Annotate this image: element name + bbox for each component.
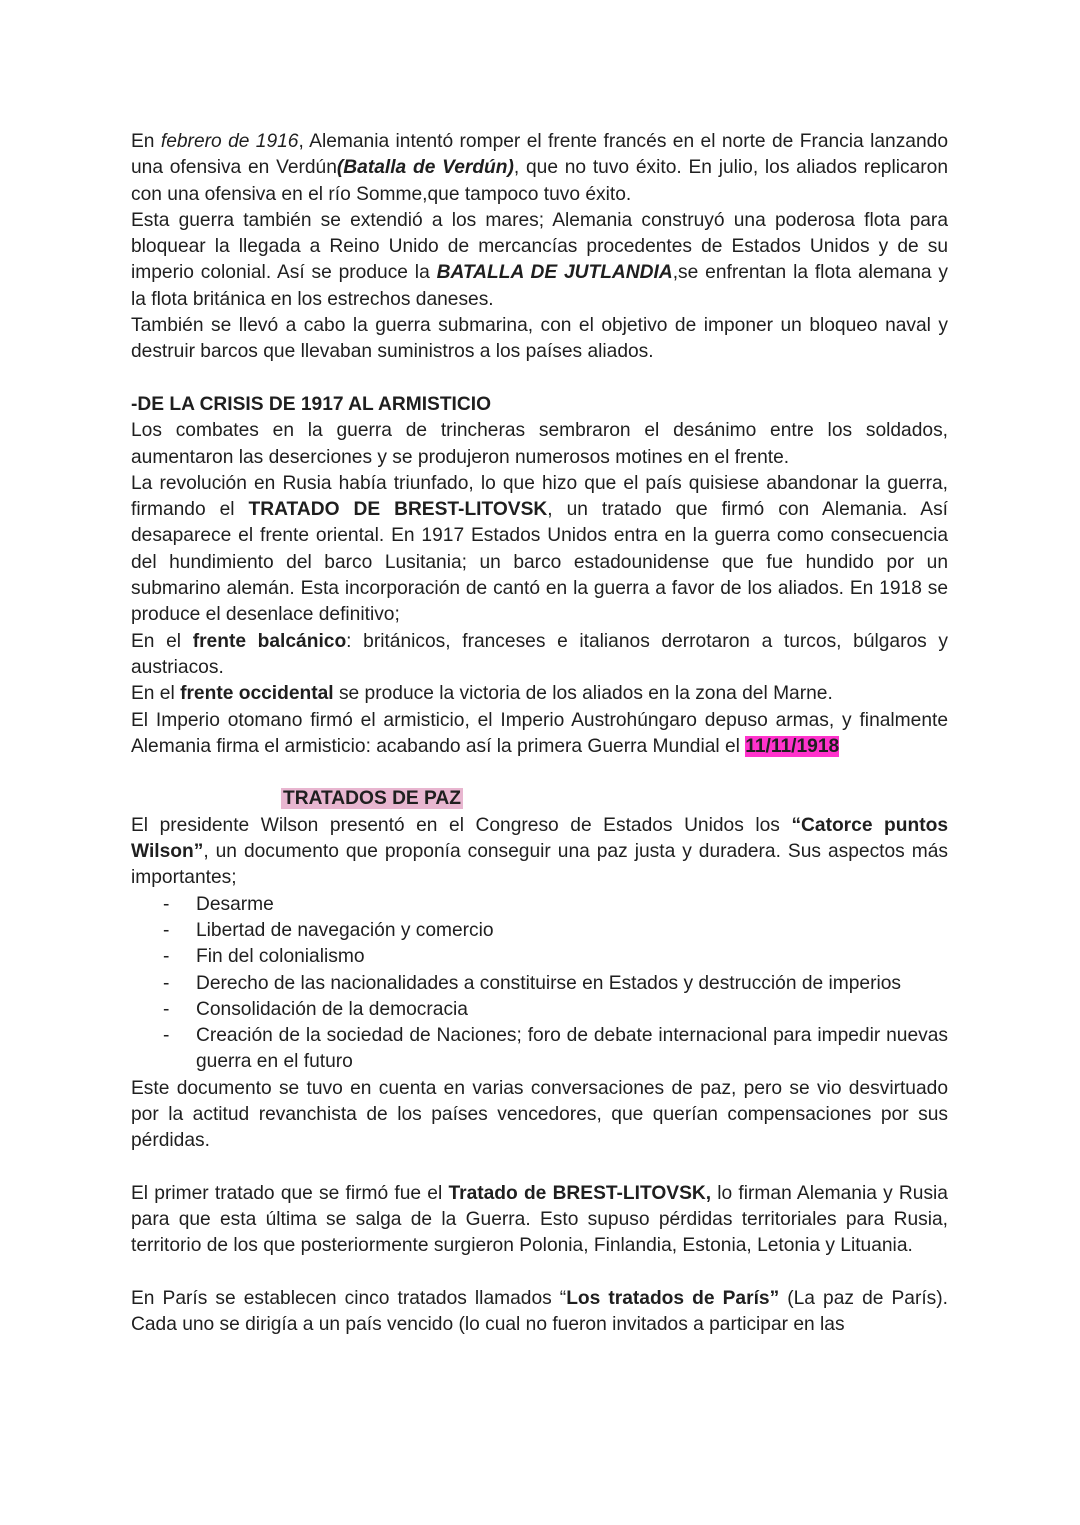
text: El presidente Wilson presentó en el Congreso de Estados Unidos los (131, 814, 792, 836)
section-heading-crisis: -DE LA CRISIS DE 1917 AL ARMISTICIO (131, 393, 491, 415)
treaty-name: Tratado de BREST-LITOVSK, (448, 1182, 712, 1204)
document-name: “Catorce puntos Wilson” (131, 814, 948, 863)
text: En (131, 131, 161, 152)
front-name: frente balcánico (192, 630, 347, 652)
section-title-text: TRATADOS DE PAZ (283, 788, 462, 810)
text: ,se enfrentan la flota alemana y la flota británica en los estrechos daneses. (131, 262, 949, 310)
wilson-points-list (131, 892, 948, 1076)
paragraph-verdun (131, 129, 948, 208)
paragraph-trenches: Los combates en la guerra de trincheras sembraron el desánimo entre los soldados, aumentaron las deserciones y se produjeron numerosos motines en el frente. (131, 420, 948, 468)
treaty-name: TRATADO DE BREST-LITOVSK (248, 499, 548, 521)
text: El primer tratado que se firmó fue el (131, 1182, 449, 1204)
text: La revolución en Rusia había triunfado, lo que hizo que el país quisiese abandonar la guerra, firmando el (131, 472, 948, 521)
list-item: - Creación de la sociedad de Naciones; foro de debate internacional para impedir nuevas guerra en el futuro (131, 1023, 948, 1076)
battle-name: BATALLA DE JUTLANDIA (436, 262, 673, 284)
list-item: - Derecho de las nacionalidades a constituirse en Estados y destrucción de imperios (131, 971, 948, 997)
paragraph-wilson (131, 813, 948, 892)
paragraph-paris-treaties (131, 1286, 948, 1339)
paragraph-document-outcome: Este documento se tuvo en cuenta en varias conversaciones de paz, pero se vio desvirtuado por la actitud revanchista de los países vencedores, que querían compensaciones por sus pérdidas. (131, 1077, 948, 1152)
list-item: - Libertad de navegación y comercio (131, 918, 948, 944)
text: El Imperio otomano firmó el armisticio, el Imperio Austrohúngaro depuso armas, y finalmente Alemania firma el armisticio: acabando así la primera Guerra Mundial el (131, 709, 948, 757)
list-item: - Fin del colonialismo (131, 944, 948, 970)
paragraph-brest-litovsk (131, 1181, 948, 1260)
text: : británicos, franceses e italianos derrotaron a turcos, búlgaros y austriacos. (131, 630, 948, 678)
text: Esta guerra también se extendió a los mares; Alemania construyó una poderosa flota para bloquear la llegada a Reino Unido de mercancías procedentes de Estados Unidos y de su imperio colonial. Así se produce la (131, 209, 948, 284)
text: , Alemania intentó romper el frente francés en el norte de Francia lanzando una ofensiva en Verdún (131, 131, 948, 179)
paragraph-submarine: También se llevó a cabo la guerra submarina, con el objetivo de imponer un bloqueo naval y destruir barcos que llevaban suministros a los países aliados. (131, 315, 948, 363)
text: En el (131, 630, 193, 652)
paragraph-western-front (131, 681, 948, 707)
section-title-peace-treaties (131, 786, 948, 812)
text: En París se establecen cinco tratados llamados “ (131, 1288, 567, 1310)
paragraph-russia (131, 471, 948, 629)
italic-date: febrero de 1916 (160, 131, 299, 152)
text: , un documento que proponía conseguir una paz justa y duradera. Sus aspectos más importantes; (131, 841, 948, 889)
paragraph-balkan-front (131, 629, 948, 682)
text: , que no tuvo éxito. En julio, los aliados replicaron con una ofensiva en el río Somme,que tampoco tuvo éxito. (131, 157, 948, 205)
text: En el (131, 683, 181, 705)
highlighted-date: 11/11/1918 (745, 735, 840, 757)
text: , un tratado que firmó con Alemania. Así desaparece el frente oriental. En 1917 Estados Unidos entra en la guerra como consecuencia del hundimiento del barco Lusitania; un barco estadounidense que fue hundido por un submarino alemán. Esta incorporación de cantó en la guerra a favor de los aliados. En 1918 se produce el desenlace definitivo; (131, 499, 949, 626)
text: lo firman Alemania y Rusia para que esta última se salga de la Guerra. Esto supuso pérdidas territoriales para Rusia, territorio de los que posteriormente surgieron Polonia, Finlandia, Estonia, Letonia y Lituania. (131, 1182, 948, 1257)
text: se produce la victoria de los aliados en la zona del Marne. (333, 683, 833, 705)
paragraph-armistice (131, 708, 948, 761)
paragraph-jutlandia (131, 208, 948, 313)
list-item: - Desarme (131, 892, 948, 918)
list-item: - Consolidación de la democracia (131, 997, 948, 1023)
treaty-name: Los tratados de París” (566, 1288, 780, 1310)
document-page (131, 129, 948, 1339)
front-name: frente occidental (180, 683, 334, 705)
text: (La paz de París). Cada uno se dirigía a un país vencido (lo cual no fueron invitados a participar en las (131, 1288, 949, 1336)
battle-name: (Batalla de Verdún) (336, 157, 514, 179)
